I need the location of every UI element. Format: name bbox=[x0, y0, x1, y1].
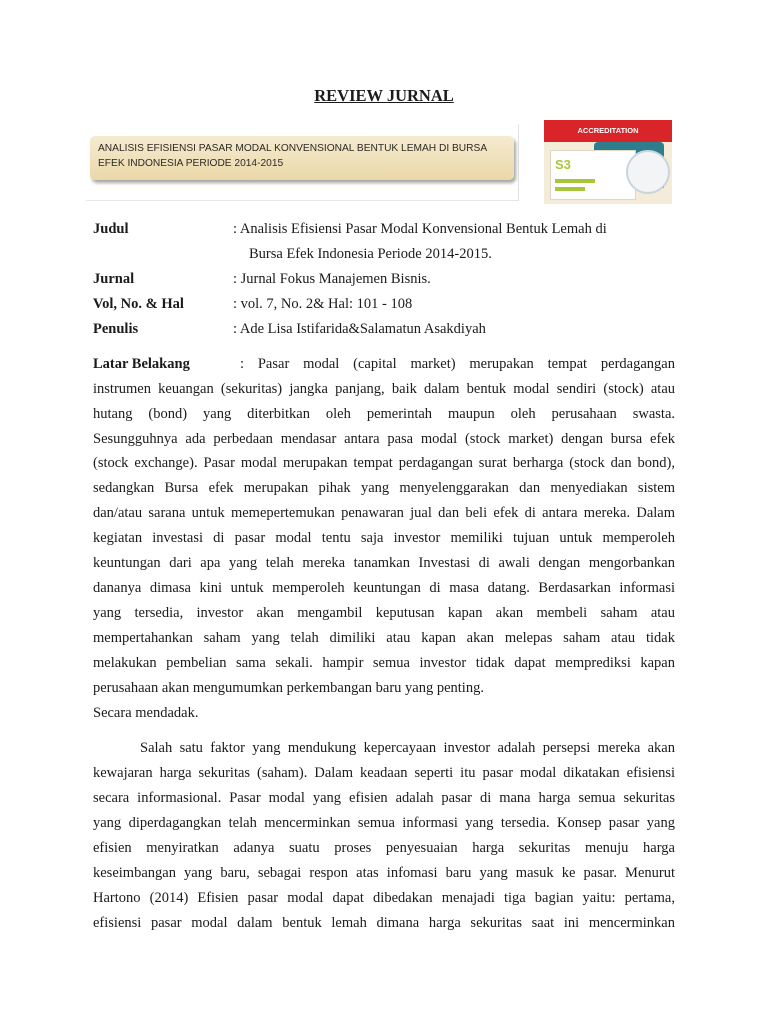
body-line: hutang (bond) yang diterbitkan oleh pemerintah maupun oleh perusahaan swasta. bbox=[93, 406, 675, 422]
accreditation-card bbox=[550, 150, 636, 200]
meta-value: : Analisis Efisiensi Pasar Modal Konvensional Bentuk Lemah di bbox=[233, 221, 607, 237]
body-line: : Pasar modal (capital market) merupakan tempat perdagangan bbox=[240, 356, 675, 372]
body-line: yang diperdagangkan telah mencerminkan semua informasi yang tersedia. Konsep pasar yang bbox=[93, 815, 675, 831]
meta-value: : Ade Lisa Istifarida&Salamatun Asakdiyah bbox=[233, 321, 486, 337]
meta-label: Penulis bbox=[93, 321, 139, 337]
accreditation-header: ACCREDITATION bbox=[544, 120, 672, 142]
body-line: secara informasional. Pasar modal yang efisien adalah pasar di mana harga semua sekuritas bbox=[93, 790, 675, 806]
meta-label: Judul bbox=[93, 221, 129, 237]
body-line: Salah satu faktor yang mendukung kepercayaan investor adalah persepsi mereka akan bbox=[140, 740, 675, 756]
article-title-banner bbox=[90, 136, 514, 180]
body-line: kegiatan investasi di pasar modal tentu saja investor memiliki tujuan untuk memperoleh bbox=[93, 530, 675, 546]
body-line: dananya dimasa kini untuk memperoleh keuntungan di masa datang. Berdasarkan informasi bbox=[93, 580, 675, 596]
body-line: yang tersedia, investor akan mengambil keputusan kapan akan membeli saham atau bbox=[93, 605, 675, 621]
body-line: keuntungan dari apa yang telah mereka tanamkan Investasi di awali dengan mengorbankan bbox=[93, 555, 675, 571]
meta-judul-continued: Bursa Efek Indonesia Periode 2014-2015. bbox=[249, 246, 492, 262]
document-title: REVIEW JURNAL bbox=[314, 86, 454, 105]
body-line: kewajaran harga sekuritas (saham). Dalam keadaan seperti itu pasar modal dikatakan efisiensi bbox=[93, 765, 675, 781]
accreditation-badge bbox=[544, 120, 672, 204]
accreditation-emblem-icon bbox=[626, 150, 670, 194]
accreditation-grade: S3 bbox=[555, 157, 571, 172]
banner-title-line-1: ANALISIS EFISIENSI PASAR MODAL KONVENSIONAL BENTUK LEMAH DI BURSA bbox=[98, 143, 488, 154]
meta-value: : Jurnal Fokus Manajemen Bisnis. bbox=[233, 271, 431, 287]
body-line: dan/atau sarana untuk memepertemukan penawaran jual dan beli efek di antara mereka. Dalam bbox=[93, 505, 675, 521]
meta-label: Vol, No. & Hal bbox=[93, 296, 184, 312]
latar-belakang-first-line bbox=[93, 356, 675, 373]
accreditation-bar bbox=[555, 187, 585, 191]
body-line: sedangkan Bursa efek merupakan pihak yang menyelenggarakan dan menyediakan sistem bbox=[93, 480, 675, 496]
article-header-image bbox=[86, 124, 519, 201]
body-line: efisien menyiratkan adanya suatu proses penyesuaian harga sekuritas menuju harga bbox=[93, 840, 675, 856]
accreditation-bar bbox=[555, 179, 595, 183]
body-line: keseimbangan yang baru, sebagai respon atas infomasi baru yang masuk ke pasar. Menurut bbox=[93, 865, 675, 881]
body-line: mempertahankan saham yang telah dimiliki atau kapan akan melepas saham atau tidak bbox=[93, 630, 675, 646]
body-line: (stock exchange). Pasar modal merupakan tempat perdagangan surat berharga (stock dan bond), bbox=[93, 455, 675, 471]
banner-title-line-2: EFEK INDONESIA PERIODE 2014-2015 bbox=[98, 158, 284, 169]
body-line: instrumen keuangan (sekuritas) jangka panjang, baik dalam bentuk modal sendiri (stock) atau bbox=[93, 381, 675, 397]
body-line: efisiensi pasar modal dalam bentuk lemah dimana harga sekuritas saat ini mencerminkan bbox=[93, 915, 675, 931]
body-line: Secara mendadak. bbox=[93, 705, 199, 721]
body-line: Sesungguhnya ada perbedaan mendasar antara pasa modal (stock market) dengan bursa efek bbox=[93, 431, 675, 447]
body-line: Hartono (2014) Efisien pasar modal dapat dibedakan menajadi tiga bagian yaitu: pertama, bbox=[93, 890, 675, 906]
meta-value: : vol. 7, No. 2& Hal: 101 - 108 bbox=[233, 296, 413, 312]
body-line: perusahaan akan mengumumkan perkembangan baru yang penting. bbox=[93, 680, 484, 696]
body-line: melakukan pembelian sama sekali. hampir semua investor tidak dapat memprediksi kapan bbox=[93, 655, 675, 671]
section-label: Latar Belakang bbox=[93, 356, 190, 372]
meta-label: Jurnal bbox=[93, 271, 135, 287]
